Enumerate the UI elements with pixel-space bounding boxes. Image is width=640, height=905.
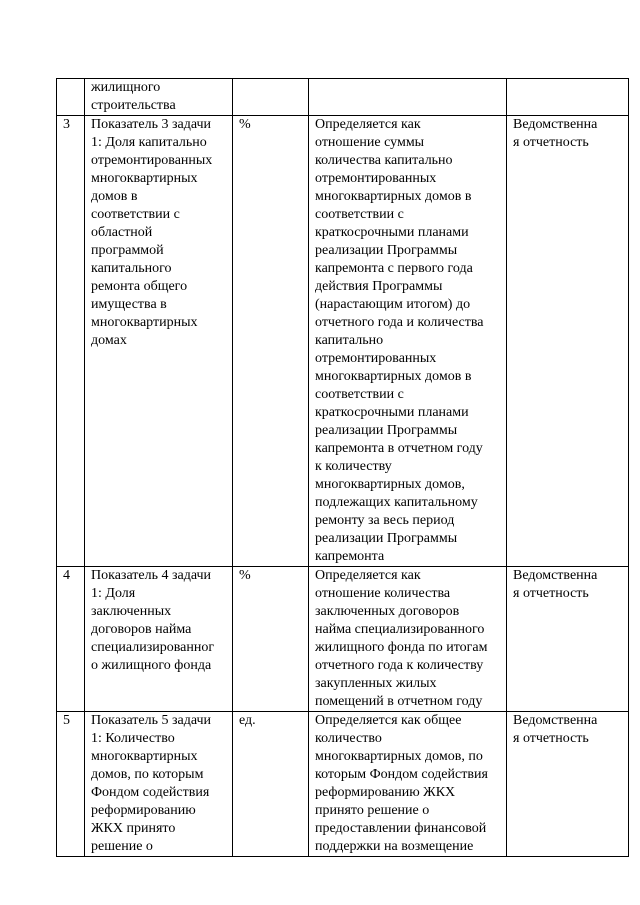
text-line: Ведомственна	[513, 117, 598, 132]
text-line: реформированию	[91, 803, 196, 818]
text-line: предоставлении финансовой	[315, 821, 487, 836]
text-line: количество	[315, 731, 382, 746]
source-cell	[507, 79, 629, 116]
text-line: программой	[91, 243, 164, 258]
table-row	[57, 712, 629, 857]
text-line: ремонту за весь период	[315, 513, 455, 528]
text-line: реформированию ЖКХ	[315, 785, 456, 800]
text-line: жилищного фонда по итогам	[315, 640, 488, 655]
indicator-name-cell	[85, 116, 233, 567]
text-line: о жилищного фонда	[91, 658, 212, 673]
text-line: многоквартирных домов,	[315, 477, 465, 492]
text-line: заключенных договоров	[315, 604, 460, 619]
text-line: договоров найма	[91, 622, 192, 637]
text-line: отношение суммы	[315, 135, 425, 150]
text-line: отчетного года и количества	[315, 315, 484, 330]
text-line: домов в	[91, 189, 138, 204]
text-line: я отчетность	[513, 135, 589, 150]
text-line: строительства	[91, 98, 176, 113]
text-line: Определяется как	[315, 568, 421, 583]
unit-cell	[233, 79, 309, 116]
text-line: соответствии с	[315, 207, 404, 222]
method-cell	[309, 712, 507, 857]
text-line: ЖКХ принято	[91, 821, 176, 836]
text-line: Фондом содействия	[91, 785, 210, 800]
text-line: многоквартирных домов в	[315, 189, 472, 204]
text-line: капремонта в отчетном году	[315, 441, 483, 456]
text-line: Показатель 5 задачи	[91, 713, 212, 728]
text-line: количества капитально	[315, 153, 453, 168]
text-line: Определяется как	[315, 117, 421, 132]
indicator-name-cell	[85, 567, 233, 712]
indicators-table	[56, 78, 629, 857]
source-cell	[507, 116, 629, 567]
text-line: отчетного года к количеству	[315, 658, 484, 673]
text-line: заключенных	[91, 604, 172, 619]
text-line: отремонтированных	[315, 171, 437, 186]
text-line: областной	[91, 225, 153, 240]
table-row	[57, 116, 629, 567]
row-number-cell: 3	[57, 116, 85, 567]
text-line: многоквартирных домов в	[315, 369, 472, 384]
text-line: (нарастающим итогом) до	[315, 297, 471, 312]
unit-cell: %	[233, 116, 309, 567]
text-line: капремонта с первого года	[315, 261, 473, 276]
text-line: принято решение о	[315, 803, 430, 818]
text-line: домах	[91, 333, 127, 348]
text-line: краткосрочными планами	[315, 225, 469, 240]
text-line: действия Программы	[315, 279, 443, 294]
text-line: домов, по которым	[91, 767, 204, 782]
text-line: капремонта	[315, 549, 385, 564]
indicator-name-cell	[85, 712, 233, 857]
text-line: закупленных жилых	[315, 676, 437, 691]
text-line: краткосрочными планами	[315, 405, 469, 420]
text-line: Ведомственна	[513, 713, 598, 728]
method-cell	[309, 567, 507, 712]
unit-cell: ед.	[233, 712, 309, 857]
text-line: реализации Программы	[315, 531, 458, 546]
row-number-cell	[57, 79, 85, 116]
text-line: многоквартирных	[91, 171, 198, 186]
table-row	[57, 567, 629, 712]
text-line: многоквартирных	[91, 749, 198, 764]
text-line: отремонтированных	[315, 351, 437, 366]
text-line: Определяется как общее	[315, 713, 462, 728]
row-number-cell: 5	[57, 712, 85, 857]
text-line: поддержки на возмещение	[315, 839, 474, 854]
text-line: Показатель 3 задачи	[91, 117, 212, 132]
text-line: которым Фондом содействия	[315, 767, 488, 782]
text-line: специализированног	[91, 640, 215, 655]
text-line: реализации Программы	[315, 243, 458, 258]
text-line: ремонта общего	[91, 279, 188, 294]
text-line: я отчетность	[513, 586, 589, 601]
method-cell	[309, 116, 507, 567]
source-cell	[507, 567, 629, 712]
text-line: 1: Доля	[91, 586, 136, 601]
unit-cell: %	[233, 567, 309, 712]
text-line: 1: Доля капитально	[91, 135, 207, 150]
indicator-name-cell	[85, 79, 233, 116]
text-line: соответствии с	[91, 207, 180, 222]
text-line: многоквартирных	[91, 315, 198, 330]
row-number-cell: 4	[57, 567, 85, 712]
text-line: имущества в	[91, 297, 167, 312]
text-line: многоквартирных домов, по	[315, 749, 483, 764]
text-line: капитального	[91, 261, 172, 276]
text-line: к количеству	[315, 459, 392, 474]
text-line: отношение количества	[315, 586, 451, 601]
text-line: найма специализированного	[315, 622, 485, 637]
text-line: жилищного	[91, 80, 161, 95]
method-cell	[309, 79, 507, 116]
table-row	[57, 79, 629, 116]
text-line: отремонтированных	[91, 153, 213, 168]
text-line: реализации Программы	[315, 423, 458, 438]
text-line: решение о	[91, 839, 153, 854]
text-line: 1: Количество	[91, 731, 175, 746]
text-line: соответствии с	[315, 387, 404, 402]
source-cell	[507, 712, 629, 857]
text-line: помещений в отчетном году	[315, 694, 483, 709]
text-line: я отчетность	[513, 731, 589, 746]
text-line: Показатель 4 задачи	[91, 568, 212, 583]
text-line: капитально	[315, 333, 384, 348]
text-line: подлежащих капитальному	[315, 495, 478, 510]
text-line: Ведомственна	[513, 568, 598, 583]
